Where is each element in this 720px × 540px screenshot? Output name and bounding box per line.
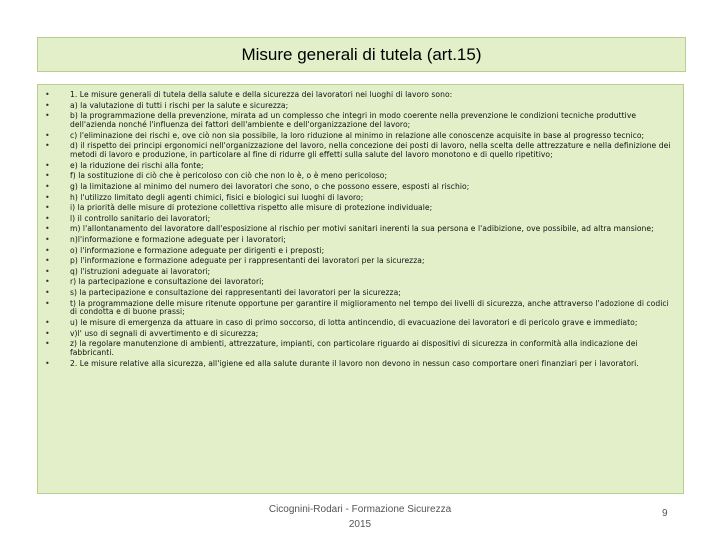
list-item bbox=[38, 247, 671, 256]
bullet-icon: • bbox=[45, 266, 50, 276]
bullet-icon: • bbox=[45, 287, 50, 297]
list-item-text: m) l'allontanamento del lavoratore dall'esposizione al rischio per motivi sanitari inerenti la sua persona e l'adibizione, ove possibile, ad altra mansione; bbox=[70, 224, 654, 234]
bullet-icon: • bbox=[45, 130, 50, 140]
list-item bbox=[38, 257, 671, 266]
list-item-text: r) la partecipazione e consultazione dei lavoratori; bbox=[70, 277, 264, 287]
list-item bbox=[38, 204, 671, 213]
list-item-text: b) la programmazione della prevenzione, mirata ad un complesso che integri in modo coerente nella prevenzione le condizioni tecniche produttive dell'azienda nonché l'influenza dei fattori dell'ambiente e dell'organizzazione del lavoro; bbox=[70, 111, 637, 130]
list-item-text: 1. Le misure generali di tutela della salute e della sicurezza dei lavoratori nei luoghi di lavoro sono: bbox=[70, 90, 453, 99]
bullet-icon: • bbox=[45, 224, 50, 234]
bullet-icon: • bbox=[45, 90, 50, 99]
list-item-text: h) l'utilizzo limitato degli agenti chimici, fisici e biologici sui luoghi di lavoro; bbox=[70, 192, 364, 202]
bullet-icon: • bbox=[45, 318, 50, 327]
bullet-icon: • bbox=[45, 100, 50, 110]
list-item bbox=[38, 215, 671, 224]
list-item bbox=[38, 172, 671, 181]
bullet-icon: • bbox=[45, 328, 50, 338]
list-item-text: u) le misure di emergenza da attuare in caso di primo soccorso, di lotta antincendio, di evacuazione dei lavoratori e di pericolo grave e immediato; bbox=[70, 318, 638, 327]
bullet-icon: • bbox=[45, 245, 50, 255]
slide-footer bbox=[245, 502, 475, 532]
bullet-icon: • bbox=[45, 160, 50, 170]
list-item bbox=[38, 162, 671, 171]
list-item bbox=[38, 278, 671, 287]
list-item bbox=[38, 300, 671, 318]
list-item bbox=[38, 330, 671, 339]
list-item-text: i) la priorità delle misure di protezione collettiva rispetto alle misure di protezione individuale; bbox=[70, 203, 433, 213]
page-number: 9 bbox=[662, 508, 668, 519]
bullet-icon: • bbox=[45, 192, 50, 202]
measures-list bbox=[38, 91, 671, 369]
list-item-text: s) la partecipazione e consultazione dei rappresentanti dei lavoratori per la sicurezza; bbox=[70, 287, 401, 297]
list-item bbox=[38, 183, 671, 192]
list-item bbox=[38, 112, 671, 130]
bullet-icon: • bbox=[45, 181, 50, 191]
list-item bbox=[38, 289, 671, 298]
bullet-icon: • bbox=[45, 141, 50, 151]
bullet-icon: • bbox=[45, 358, 50, 368]
list-item-text: n)l'informazione e formazione adeguate per i lavoratori; bbox=[70, 234, 286, 244]
bullet-icon: • bbox=[45, 277, 50, 287]
list-item-text: a) la valutazione di tutti i rischi per la salute e sicurezza; bbox=[70, 100, 289, 110]
list-item-text: v)l' uso di segnali di avvertimento e di sicurezza; bbox=[70, 328, 259, 338]
content-box bbox=[37, 84, 684, 494]
list-item-text: t) la programmazione delle misure ritenute opportune per garantire il miglioramento nel tempo dei livelli di sicurezza, anche attraverso l'adozione di codici di condotta e di buone prassi; bbox=[70, 298, 669, 317]
list-item-text: 2. Le misure relative alla sicurezza, all'igiene ed alla salute durante il lavoro non devono in nessun caso comportare oneri finanziari per i lavoratori. bbox=[70, 358, 639, 368]
list-item bbox=[38, 225, 671, 234]
list-item bbox=[38, 319, 671, 328]
list-item bbox=[38, 91, 671, 100]
list-item-text: z) la regolare manutenzione di ambienti, attrezzature, impianti, con particolare riguardo ai dispositivi di sicurezza in conformità alla indicazione dei fabbricanti. bbox=[70, 339, 638, 358]
list-item-text: f) la sostituzione di ciò che è pericoloso con ciò che non lo è, o è meno pericoloso; bbox=[70, 171, 388, 181]
bullet-icon: • bbox=[45, 256, 50, 266]
bullet-icon: • bbox=[45, 339, 50, 349]
list-item bbox=[38, 268, 671, 277]
list-item bbox=[38, 132, 671, 141]
bullet-icon: • bbox=[45, 171, 50, 181]
list-item-text: c) l'eliminazione dei rischi e, ove ciò non sia possibile, la loro riduzione al minimo in relazione alle conoscenze acquisite in base al progresso tecnico; bbox=[70, 130, 645, 140]
list-item-text: d) il rispetto dei principi ergonomici nell'organizzazione del lavoro, nella concezione dei posti di lavoro, nella scelta delle attrezzature e nella definizione dei metodi di lavoro e produzione, in particolare al fine di ridurre gli effetti sulla salute del lavoro monotono e di quello ripetitivo; bbox=[70, 141, 671, 160]
list-item bbox=[38, 142, 671, 160]
bullet-icon: • bbox=[45, 203, 50, 213]
slide-title-box bbox=[37, 37, 686, 72]
list-item bbox=[38, 360, 671, 369]
bullet-icon: • bbox=[45, 234, 50, 244]
list-item-text: l) il controllo sanitario dei lavoratori; bbox=[70, 213, 211, 223]
list-item-text: g) la limitazione al minimo del numero dei lavoratori che sono, o che possono essere, esposti al rischio; bbox=[70, 181, 470, 191]
footer-line-2: 2015 bbox=[348, 519, 372, 530]
list-item bbox=[38, 102, 671, 111]
list-item-text: e) la riduzione dei rischi alla fonte; bbox=[70, 160, 204, 170]
bullet-icon: • bbox=[45, 213, 50, 223]
slide-title: Misure generali di tutela (art.15) bbox=[241, 44, 482, 64]
list-item bbox=[38, 194, 671, 203]
bullet-icon: • bbox=[45, 111, 50, 121]
list-item bbox=[38, 340, 671, 358]
footer-line-1: Cicognini-Rodari - Formazione Sicurezza bbox=[268, 504, 452, 515]
list-item-text: o) l'informazione e formazione adeguate per dirigenti e i preposti; bbox=[70, 245, 325, 255]
list-item-text: q) l'istruzioni adeguate ai lavoratori; bbox=[70, 266, 211, 276]
bullet-icon: • bbox=[45, 298, 50, 308]
list-item bbox=[38, 236, 671, 245]
list-item-text: p) l'informazione e formazione adeguate per i rappresentanti dei lavoratori per la sicurezza; bbox=[70, 256, 425, 266]
